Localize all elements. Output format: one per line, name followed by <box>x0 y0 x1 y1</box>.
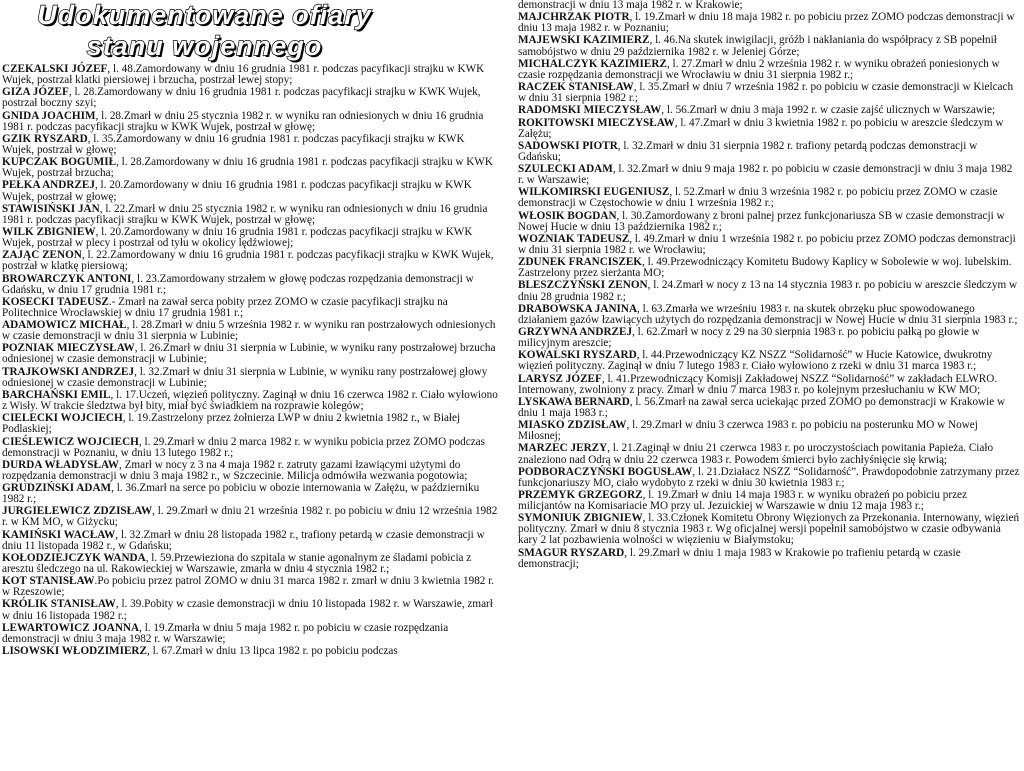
victim-description: , l. 21.Zaginął w dniu 21 czerwca 1983 r. po uroczystościach powitania Papieża. Ciało znaleziono nad Odrą w dniu 22 czerwca 1983 r. Powodem śmierci było zachłyśnięcie się krwią; <box>518 442 994 466</box>
victim-name: GNIDA JOACHIM <box>2 109 96 122</box>
victim-name: WŁOSIK BOGDAN <box>518 209 617 222</box>
victim-description: , l. 62.Zmarł w nocy z 29 na 30 sierpnia 1983 r. po pobiciu pałką po głowie w milicyjnym areszcie; <box>518 326 980 350</box>
victim-name: CIELECKI WOJCIECH <box>2 412 123 425</box>
victim-description: , l. 49.Przewodniczący Komitetu Budowy Kaplicy w Sobolewie w woj. lubelskim. Zastrzelony przez sierżanta MO; <box>518 256 1012 280</box>
victim-name: LEWARTOWICZ JOANNA <box>2 621 140 634</box>
left-column <box>2 0 499 658</box>
victim-entry <box>518 234 1020 256</box>
victim-description: , l. 24.Zmarł w nocy z 13 na 14 stycznia 1983 r. po pobiciu w areszcie śledczym w dniu 28 grudnia 1982 r.; <box>518 279 1018 303</box>
victim-description: , l. 19.Zmarł w dniu 18 maja 1982 r. po pobiciu przez ZOMO podczas demonstracji w dniu 13 maja 1982 r. w Poznaniu; <box>518 11 1015 35</box>
victim-name: KOSECKI TADEUSZ <box>2 295 109 308</box>
victim-entry <box>2 204 499 226</box>
victim-entry <box>2 250 499 272</box>
victim-name: GRUDZIŃSKI ADAM <box>2 482 112 495</box>
victim-description: , l. 35.Zmarł w dniu 7 września 1982 r. po pobiciu w czasie demonstracji w Kielcach w dniu 31 sierpnia 1982 r.; <box>518 81 1014 105</box>
victim-description: , l. 47.Zmarł w dniu 3 kwietnia 1982 r. po pobiciu w areszcie śledczym w Załężu; <box>518 116 1004 140</box>
victim-description: , l. 28.Zmarł w dniu 5 września 1982 r. w wyniku ran postrzałowych odniesionych w czasie demonstracji w dniu 31 sierpnia w Lubinie; <box>2 319 496 343</box>
victim-entry <box>518 105 1020 116</box>
victim-description: , l. 32.Zmarł w dniu 9 maja 1982 r. po pobiciu w czasie demonstracji w dniu 3 maja 1982 r. w Warszawie; <box>518 163 1013 187</box>
victim-entry <box>518 513 1020 546</box>
victim-description: , l. 56.Zmarł w dniu 3 maja 1992 r. w czasie zajść ulicznych w Warszawie; <box>661 104 996 117</box>
victim-name: PODBORACZYŃSKI BOGUSŁAW <box>518 465 693 478</box>
victim-entry <box>518 490 1020 512</box>
victim-description: , l. 19.Zmarł w dniu 14 maja 1983 r. w wyniku obrażeń po pobiciu przez milicjantów na Komisariacie MO przy ul. Jezuickiej w Warszawie w dniu 12 maja 1983 r.; <box>518 489 967 513</box>
victim-description: , l. 22.Zmarł w dniu 25 stycznia 1982 r. w wyniku ran odniesionych w dniu 16 grudnia 1981 r. podczas pacyfikacji strajku w KWK Wujek, postrzał w głowę; <box>2 202 488 226</box>
victim-entry <box>518 350 1020 372</box>
victim-name: ZDUNEK FRANCISZEK <box>518 256 643 269</box>
victim-entry <box>2 599 499 621</box>
victim-description: , l. 17.Uczeń, więzień polityczny. Zaginął w dniu 16 czerwca 1982 r. Ciało wyłowiono z Wisły. W trakcie śledztwa był bity, miał być świadkiem na rozprawie kolegów; <box>2 388 498 413</box>
victim-entry <box>518 118 1020 140</box>
victim-name: WOZNIAK TADEUSZ <box>518 232 630 245</box>
victim-entry <box>2 180 499 202</box>
victim-entry <box>518 164 1020 186</box>
document-title <box>2 0 499 62</box>
right-column <box>518 0 1020 571</box>
victim-description: , l. 19.Zastrzelony przez żołnierza LWP w dniu 2 kwietnia 1982 r., w Białej Podlaskiej; <box>2 412 461 436</box>
victim-entry <box>2 646 499 657</box>
victim-entry <box>2 483 499 505</box>
victim-description: , l. 35.Zamordowany w dniu 16 grudnia 1981 r. podczas pacyfikacji strajku w KWK Wujek, postrzał w głowę; <box>2 132 465 156</box>
victim-entry <box>2 227 499 249</box>
victim-entry <box>518 397 1020 419</box>
victim-entry <box>2 343 499 365</box>
victim-description: , l. 20.Zamordowany w dniu 16 grudnia 1981 r. podczas pacyfikacji strajku w KWK Wujek, postrzał w plecy i postrzał od tyłu w okolicy lędźwiowej; <box>2 225 473 250</box>
victim-description: , l. 21.Działacz NSZZ “Solidarność”. Prawdopodobnie zatrzymany przez funkcjonariuszy MO, ciało wydobyto z rzeki w dniu 30 kwietnia 1983 r.; <box>518 465 1020 489</box>
victim-description: , l. 20.Zamordowany w dniu 16 grudnia 1981 r. podczas pacyfikacji strajku w KWK Wujek, postrzał w głowę; <box>2 179 472 203</box>
victim-entry <box>518 141 1020 163</box>
victim-name: ZAJĄC ZENON <box>2 249 82 262</box>
victim-description: , l. 59.Przewieziona do szpitala w stanie agonalnym ze śladami pobicia z aresztu śledczego na ul. Rakowieckiej w Warszawie, zmarła w dniu 4 stycznia 1982 r.; <box>2 551 472 575</box>
victim-entry <box>518 467 1020 489</box>
victim-entry <box>2 134 499 156</box>
victim-entry <box>2 64 499 86</box>
victim-name: ROKITOWSKI MIECZYSŁAW <box>518 116 675 129</box>
victim-name: SZULECKI ADAM <box>518 163 613 176</box>
victim-name: GZIK RYSZARD <box>2 132 88 145</box>
victim-name: MARZEC JERZY <box>518 442 608 455</box>
victim-entry <box>2 576 499 598</box>
victim-name: MAJEWSKI KAZIMIERZ <box>518 34 650 47</box>
victim-entry <box>518 443 1020 465</box>
victim-name: BLESZCZYŃSKI ZENON <box>518 279 648 292</box>
victim-entry <box>2 367 499 389</box>
victim-description: , l. 36.Zmarł na serce po pobiciu w obozie internowania w Załężu, w październiku 1982 r.; <box>2 482 480 506</box>
victim-description: , l. 26.Zmarł w dniu 31 sierpnia w Lubinie, w wyniku rany postrzałowej brzucha odniesionej w czasie demonstracji w Lubinie; <box>2 342 496 366</box>
victim-entry <box>2 623 499 645</box>
victim-name: WILK ZBIGNIEW <box>2 225 96 238</box>
victim-name: SMAGUR RYSZARD <box>518 546 625 559</box>
victim-name: LISOWSKI WŁODZIMIERZ <box>2 645 147 658</box>
victim-name: PRZEMYK GRZEGORZ <box>518 489 643 501</box>
victim-description: , l. 41.Przewodniczący Komisji Zakładowej NSZZ “Solidarność” w zakładach ELWRO. Internowany, zwolniony z pracy. Zmarł w dniu 7 marca 1983 r. po kolejnym przesłuchaniu w KW MO; <box>518 372 998 396</box>
victim-name: KUPCZAK BOGUMIŁ <box>2 156 117 169</box>
victim-description: , l. 44.Przewodniczący KZ NSZZ “Solidarność” w Hucie Katowice, dwukrotny więzień polityczny. Zaginął w dniu 7 lutego 1983 r. Ciało wyłowiono z rzeki w dniu 31 marca 1983 r.; <box>518 349 993 373</box>
victim-description: , l. 56.Zmarł na zawał serca uciekając przed ZOMO po demonstracji w Krakowie w dniu 1 maja 1983 r.; <box>518 395 1006 419</box>
victim-entry <box>518 59 1020 81</box>
victim-entry <box>2 87 499 109</box>
victim-entry <box>518 187 1020 209</box>
victim-entry <box>518 548 1020 570</box>
victim-entry <box>518 374 1020 396</box>
victim-description: , l. 48.Zamordowany w dniu 16 grudnia 1981 r. podczas pacyfikacji strajku w KWK Wujek, postrzał klatki piersiowej i brzucha, postrzał lewej stopy; <box>2 63 485 87</box>
victim-description: , l. 63.Zmarła we wrześniu 1983 r. na skutek obrzęku płuc spowodowanego działaniem gazów łzawiących użytych do rozpędzania demonstracji w Nowej Hucie w dniu 31 sierpnia 1983 r.; <box>518 302 1018 326</box>
title-line-1: Udokumentowane ofiary <box>37 0 372 30</box>
victim-description: , l. 30.Zamordowany z broni palnej przez funkcjonariusza SB w czasie demonstracji w Nowej Hucie w dniu 13 października 1982 r.; <box>518 209 1005 233</box>
victim-entry <box>518 327 1020 349</box>
victim-description: , l. 32.Zmarł w dniu 28 listopada 1982 r., trafiony petardą w czasie demonstracji w dniu 11 listopada 1982 r., w Gdańsku; <box>2 528 485 552</box>
victim-entry <box>2 460 499 482</box>
victim-name: LYSKAWA BERNARD <box>518 395 630 408</box>
victim-name: ADAMOWICZ MICHAŁ <box>2 319 127 332</box>
victim-entry <box>2 274 499 296</box>
victim-description: , l. 29.Zmarł w dniu 21 września 1982 r. po pobiciu w dniu 12 września 1982 r. w KM MO, w Giżycku; <box>2 505 498 529</box>
victim-description: .- Zmarł na zawał serca pobity przez ZOMO w czasie pacyfikacji strajku na Politechnice Wrocławskiej w dniu 17 grudnia 1981 r.; <box>2 295 448 319</box>
victim-name: BROWARCZYK ANTONI <box>2 272 132 285</box>
victim-description: , l. 46.Na skutek inwigilacji, gróźb i nakłaniania do współpracy z SB popełnił samobójstwo w dniu 29 października 1982 r. w Jeleniej Górze; <box>518 34 997 58</box>
victim-name: KOT STANISŁAW <box>2 575 95 588</box>
victim-name: STAWISIŃSKI JAN <box>2 202 100 215</box>
victim-description: , l. 29.Zmarł w dniu 2 marca 1982 r. w wyniku pobicia przez ZOMO podczas demonstracji w Poznaniu, w dniu 13 lutego 1982 r.; <box>2 435 485 459</box>
victim-name: CIEŚLEWICZ WOJCIECH <box>2 435 139 448</box>
victim-description: , l. 67.Zmarł w dniu 13 lipca 1982 r. po pobiciu podczas <box>146 645 398 658</box>
victim-name: GIZA JÓZEF <box>2 86 69 99</box>
victim-description: , l. 28.Zmarł w dniu 25 stycznia 1982 r. w wyniku ran odniesionych w dniu 16 grudnia 1981 r. podczas pacyfikacji strajku w KWK Wujek, postrzał w głowę; <box>2 109 484 133</box>
victim-description: .Po pobiciu przez patrol ZOMO w dniu 31 marca 1982 r. zmarł w dniu 3 kwietnia 1982 r. w Rzeszowie; <box>2 575 495 599</box>
victim-description: , Zmarł w nocy z 3 na 4 maja 1982 r. zatruty gazami łzawiącymi użytymi do rozpędzania demonstracji w dniu 3 maja 1982 r., w Szczecinie. Milicja odmówiła wezwania pogotowia; <box>2 458 468 482</box>
victim-entry <box>2 111 499 133</box>
victim-entry <box>518 12 1020 34</box>
victim-entry <box>518 82 1020 104</box>
victim-entry <box>2 320 499 342</box>
victim-description: , l. 22.Zamordowany w dniu 16 grudnia 1981 r. podczas pacyfikacji strajku w KWK Wujek, postrzał w klatkę piersiową; <box>2 249 494 273</box>
victim-entry <box>2 157 499 179</box>
victim-name: KRÓLIK STANISŁAW <box>2 598 116 611</box>
victim-description: , l. 19.Zmarła w dniu 5 maja 1982 r. po pobiciu w czasie rozpędzania demonstracji w dniu 3 maja 1982 r. w Warszawie; <box>2 621 449 645</box>
victim-entry <box>518 211 1020 233</box>
victim-name: CZEKALSKI JÓZEF <box>2 63 108 75</box>
victim-description: , l. 28.Zamordowany w dniu 16 grudnia 1981 r. podczas pacyfikacji strajku w KWK Wujek, postrzał boczny szyi; <box>2 86 481 110</box>
victim-description: , l. 49.Zmarł w dniu 1 września 1982 r. po pobiciu przez ZOMO podczas demonstracji w dniu 31 sierpnia 1982 r. we Wrocławiu; <box>518 232 1016 256</box>
victim-name: MAJCHRZAK PIOTR <box>518 11 630 24</box>
victim-description: , l. 27.Zmarł w dniu 2 września 1982 r. w wyniku obrażeń poniesionych w czasie rozpędzania demonstracji we Wrocławiu w dniu 31 sierpnia 1982 r.; <box>518 57 1000 81</box>
victim-name: SYMONIUK ZBIGNIEW <box>518 512 643 525</box>
victim-entry <box>518 257 1020 279</box>
victim-description: , l. 33.Członek Komitetu Obrony Więzionych za Przekonania. Internowany, więzień polityczny. Zmarł w dniu 8 stycznia 1983 r. Wg oficjalnej wersji popełnił samobójstwo w czasie odbywania kary 2 lat pozbawienia wolności w więzieniu w Białymstoku; <box>518 512 1020 547</box>
victim-description: , l. 23.Zamordowany strzałem w głowę podczas rozpędzania demonstracji w Gdańsku, w dniu 17 grudnia 1981 r.; <box>2 272 474 296</box>
victim-entry <box>2 437 499 459</box>
victim-entry <box>518 420 1020 442</box>
victim-entry <box>2 553 499 575</box>
victim-description: , l. 28.Zamordowany w dniu 16 grudnia 1981 r. podczas pacyfikacji strajku w KWK Wujek, postrzał brzucha; <box>2 156 493 180</box>
victim-name: KAMIŃSKI WACŁAW <box>2 528 116 541</box>
victim-name: TRAJKOWSKI ANDRZEJ <box>2 365 135 378</box>
victim-name: BARCHAŃSKI EMIL <box>2 388 111 401</box>
victim-name: KOWALSKI RYSZARD <box>518 349 637 362</box>
victim-description: , l. 39.Pobity w czasie demonstracji w dniu 10 listopada 1982 r. w Warszawie, zmarł w dniu 16 listopada 1982 r.; <box>2 598 493 622</box>
victim-entry <box>518 0 1020 11</box>
victim-name: KOŁODZIEJCZYK WANDA <box>2 551 146 564</box>
title-line-2: stanu wojennego <box>86 31 323 61</box>
victim-entry <box>2 530 499 552</box>
victim-name: DURDA WŁADYSŁAW <box>2 458 119 471</box>
victim-description: , l. 29.Zmarł w dniu 1 maja 1983 w Krakowie po trafieniu petardą w czasie demonstracji; <box>518 546 961 570</box>
victim-description: , l. 32.Zmarł w dniu 31 sierpnia w Lubinie, w wyniku rany postrzałowej głowy odniesionej w czasie demonstracji w Lubinie; <box>2 365 488 389</box>
victim-entry <box>2 390 499 412</box>
victim-entry <box>518 304 1020 326</box>
victim-description: demonstracji w dniu 13 maja 1982 r. w Krakowie; <box>518 0 743 11</box>
victim-name: POZNIAK MIECZYSŁAW <box>2 342 135 355</box>
victim-description: , l. 32.Zmarł w dniu 31 sierpnia 1982 r. trafiony petardą podczas demonstracji w Gdańsku; <box>518 139 978 163</box>
victim-name: JURGIELEWICZ ZDZISŁAW <box>2 505 153 518</box>
victim-name: MICHALCZYK KAZIMIERZ <box>518 57 667 70</box>
victim-description: , l. 52.Zmarł w dniu 3 września 1982 r. po pobiciu przez ZOMO w czasie demonstracji w Częstochowie w dniu 1 września 1982 r.; <box>518 186 998 210</box>
victim-entry <box>518 280 1020 302</box>
victim-name: PEŁKA ANDRZEJ <box>2 179 95 192</box>
victims-list-left <box>2 64 499 657</box>
victim-description: , l. 29.Zmarł w dniu 3 czerwca 1983 r. po pobiciu na posterunku MO w Nowej Miłosnej; <box>518 419 978 443</box>
victims-list-right <box>518 0 1020 570</box>
victim-name: WILKOMIRSKI EUGENIUSZ <box>518 186 670 199</box>
victim-entry <box>2 297 499 319</box>
victim-name: DRABOWSKA JANINA <box>518 302 638 315</box>
victim-name: RADOMSKI MIECZYSŁAW <box>518 104 662 117</box>
victim-entry <box>2 506 499 528</box>
victim-name: LARYSZ JÓZEF <box>518 372 602 385</box>
victim-name: GRZYWNA ANDRZEJ <box>518 326 633 339</box>
victim-name: RACZEK STANISŁAW <box>518 81 634 94</box>
victim-entry <box>518 35 1020 57</box>
victim-entry <box>2 413 499 435</box>
victim-name: SADOWSKI PIOTR <box>518 139 618 152</box>
victim-name: MIASKO ZDZISŁAW <box>518 419 627 432</box>
